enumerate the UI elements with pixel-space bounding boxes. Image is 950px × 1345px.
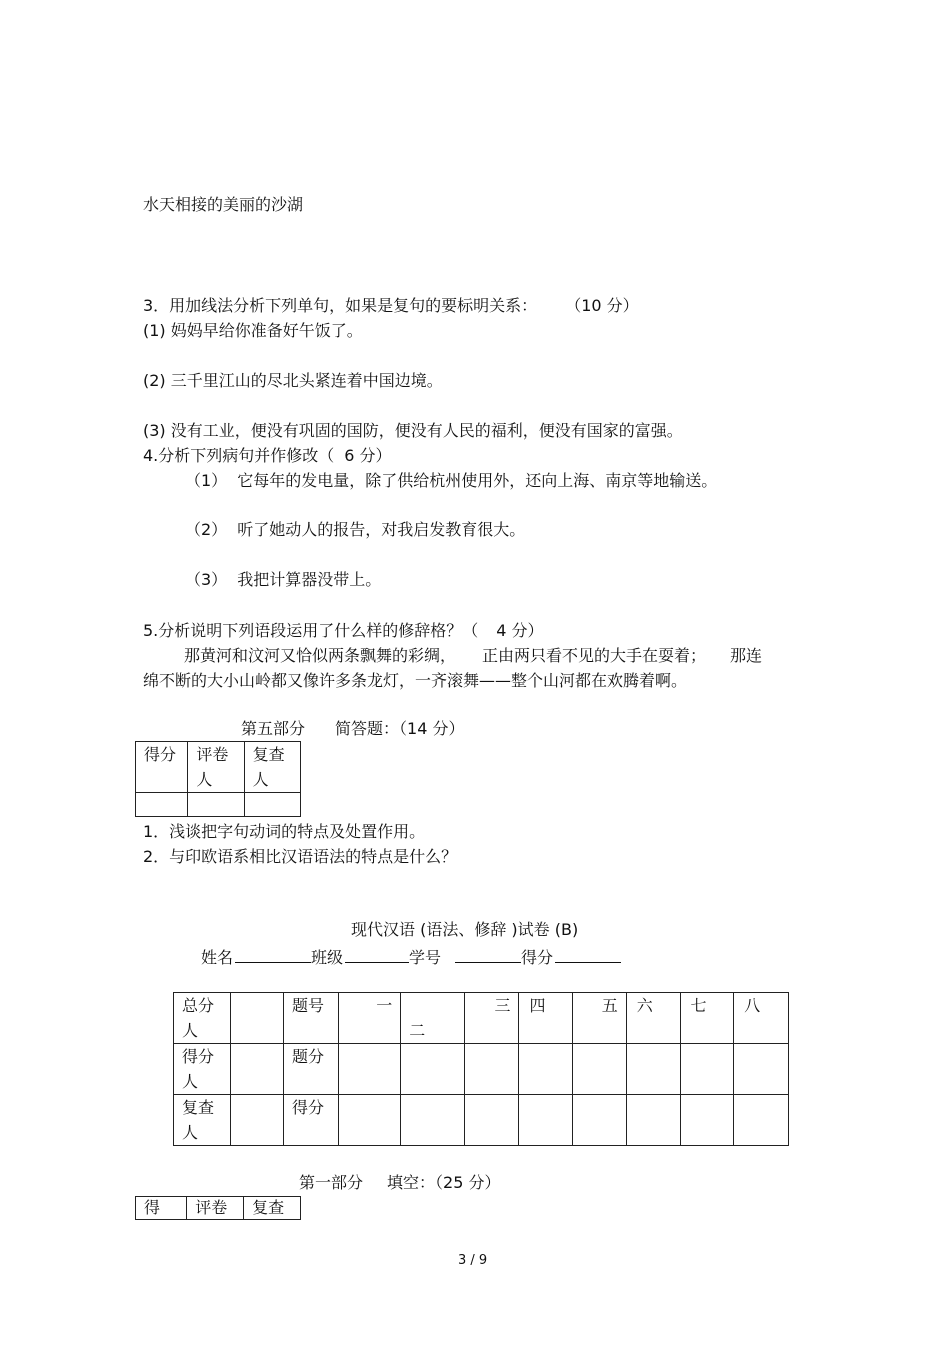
field-name-label: 姓名	[201, 948, 234, 967]
empty-cell	[231, 993, 284, 1044]
empty-cell	[573, 1095, 627, 1146]
score-cell-label: 评卷人	[196, 745, 229, 789]
number-label: 六	[636, 996, 653, 1015]
middle-label-text: 得分	[291, 1098, 324, 1117]
q4-item-3	[185, 570, 381, 590]
q4-item-text: 它每年的发电量，除了供给杭州使用外，还向上海、南京等地输送。	[237, 471, 718, 490]
empty-cell	[401, 1044, 465, 1095]
empty-cell	[680, 1095, 734, 1146]
q5-points: 4 分）	[496, 621, 544, 640]
number-cell-8	[734, 993, 789, 1044]
empty-cell	[231, 1044, 284, 1095]
number-label: 八	[744, 996, 761, 1015]
table-row	[136, 742, 301, 793]
number-cell-3	[464, 993, 519, 1044]
field-name-blank[interactable]	[235, 946, 311, 963]
q4-title-text: 4.分析下列病句并作修改（	[143, 446, 335, 465]
score-cell-label: 评卷	[195, 1198, 228, 1217]
q5-paragraph-line-1	[184, 646, 762, 666]
q4-item-text: 我把计算器没带上。	[237, 570, 382, 589]
part1-score-table	[135, 1196, 301, 1220]
number-label: 五	[601, 996, 618, 1015]
part1-heading	[299, 1173, 500, 1193]
empty-cell	[339, 1095, 401, 1146]
q4-points: 6 分）	[344, 446, 392, 465]
empty-cell	[464, 1095, 519, 1146]
q5-para-part-c: 那连	[730, 646, 763, 665]
part1-type: 填空：（25 分）	[387, 1173, 501, 1192]
top-line: 水天相接的美丽的沙湖	[143, 195, 304, 214]
q3-points: （10 分）	[573, 296, 639, 315]
empty-cell	[573, 1044, 627, 1095]
row-label-text: 总分人	[182, 996, 215, 1040]
score-cell-checker	[244, 1197, 301, 1220]
middle-label-score	[283, 1095, 338, 1146]
number-cell-7	[680, 993, 734, 1044]
exam-b-fields	[201, 946, 621, 968]
score-cell-label: 得	[144, 1198, 161, 1217]
number-cell-1	[339, 993, 401, 1044]
number-cell-2	[401, 993, 465, 1044]
score-cell-label: 复查人	[252, 745, 285, 789]
row-label-checker	[174, 1095, 231, 1146]
q5-title	[143, 621, 544, 641]
q4-item-number: （3）	[185, 570, 228, 589]
q3-title	[143, 296, 639, 316]
row-label-text: 得分人	[182, 1047, 215, 1091]
part5-type: 简答题：（14 分）	[335, 719, 465, 738]
q5-para-part-a: 那黄河和汶河又恰似两条飘舞的彩绸，	[184, 646, 457, 665]
empty-cell	[401, 1095, 465, 1146]
score-cell-grader	[188, 742, 244, 793]
row-label-total	[174, 993, 231, 1044]
empty-cell	[231, 1095, 284, 1146]
q5-para-part-b: 正由两只看不见的大手在耍着；	[482, 646, 707, 665]
score-cell-label: 得分	[144, 745, 177, 764]
table-row	[174, 1095, 789, 1146]
q4-item-text: 听了她动人的报告，对我启发教育很大。	[237, 520, 526, 539]
row-label-scorer	[174, 1044, 231, 1095]
q5-title-text: 5.分析说明下列语段运用了什么样的修辞格？（	[143, 621, 479, 640]
empty-cell	[734, 1095, 789, 1146]
empty-cell	[626, 1095, 680, 1146]
q4-item-1	[185, 471, 717, 491]
part5-question-1: 1．浅谈把字句动词的特点及处置作用。	[143, 822, 426, 841]
field-id-blank[interactable]	[455, 946, 521, 963]
number-cell-5	[573, 993, 627, 1044]
row-label-text: 复查人	[182, 1098, 215, 1142]
middle-label-text: 题分	[291, 1047, 324, 1066]
number-label: 四	[529, 996, 546, 1015]
score-cell-grader	[187, 1197, 244, 1220]
empty-cell	[519, 1044, 573, 1095]
q4-item-number: （1）	[185, 471, 228, 490]
table-row	[136, 1197, 301, 1220]
number-label: 七	[690, 996, 707, 1015]
part1-heading-label: 第一部分	[299, 1173, 364, 1192]
empty-cell	[626, 1044, 680, 1095]
number-cell-4	[519, 993, 573, 1044]
part5-heading	[241, 719, 464, 739]
field-score-label: 得分	[521, 948, 554, 967]
q3-item-3: (3) 没有工业，便没有巩固的国防，便没有人民的福利，便没有国家的富强。	[143, 421, 683, 440]
empty-cell	[680, 1044, 734, 1095]
q4-title	[143, 446, 392, 466]
q3-item-2: (2) 三千里江山的尽北头紧连着中国边境。	[143, 371, 443, 390]
field-class-label: 班级	[311, 948, 344, 967]
score-cell-score	[136, 1197, 187, 1220]
middle-label-question-no	[283, 993, 338, 1044]
part5-question-2: 2．与印欧语系相比汉语语法的特点是什么？	[143, 847, 458, 866]
number-label: 二	[409, 1021, 426, 1040]
middle-label-question-points	[283, 1044, 338, 1095]
table-row	[136, 793, 301, 817]
score-cell-empty	[136, 793, 188, 817]
empty-cell	[339, 1044, 401, 1095]
score-cell-score	[136, 742, 188, 793]
score-cell-label: 复查	[252, 1198, 285, 1217]
summary-table	[173, 992, 789, 1146]
part5-heading-label: 第五部分	[241, 719, 306, 738]
q4-item-number: （2）	[185, 520, 228, 539]
page-number: 3 / 9	[458, 1253, 488, 1268]
table-row	[174, 993, 789, 1044]
middle-label-text: 题号	[291, 996, 324, 1015]
score-cell-checker	[244, 742, 300, 793]
number-label: 三	[494, 996, 511, 1015]
score-cell-empty	[188, 793, 244, 817]
exam-b-title: 现代汉语 (语法、修辞 )试卷 (B)	[351, 920, 579, 939]
part5-score-table	[135, 741, 301, 817]
empty-cell	[519, 1095, 573, 1146]
q4-item-2	[185, 520, 525, 540]
q3-title-text: 3．用加线法分析下列单句，如果是复句的要标明关系：	[143, 296, 538, 315]
q5-paragraph-line-2: 绵不断的大小山岭都又像许多条龙灯，一齐滚舞——整个山河都在欢腾着啊。	[143, 671, 688, 690]
empty-cell	[734, 1044, 789, 1095]
number-label: 一	[376, 996, 393, 1015]
q3-item-1: (1) 妈妈早给你准备好午饭了。	[143, 321, 363, 340]
score-cell-empty	[244, 793, 300, 817]
number-cell-6	[626, 993, 680, 1044]
field-score-blank[interactable]	[555, 946, 621, 963]
field-id-label: 学号	[409, 948, 442, 967]
field-class-blank[interactable]	[345, 946, 409, 963]
empty-cell	[464, 1044, 519, 1095]
table-row	[174, 1044, 789, 1095]
